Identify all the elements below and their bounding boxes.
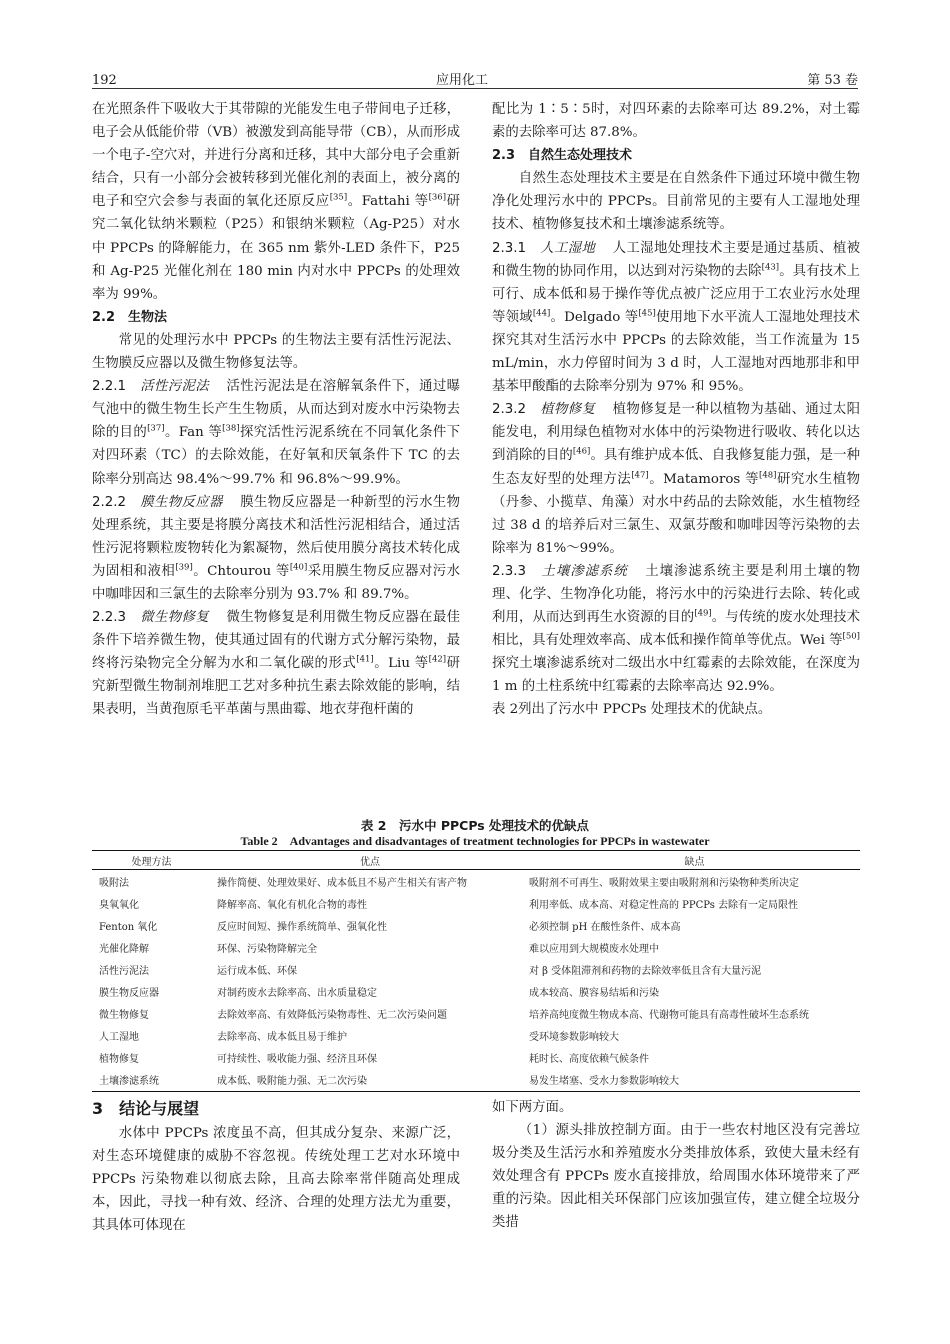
table-row xyxy=(92,892,860,914)
subsection-number: 2.2.2 xyxy=(92,494,127,510)
table-cell: 活性污泥法 xyxy=(99,965,149,977)
subsection-title: 活性污泥法 xyxy=(140,379,210,395)
table-cell: 吸附剂不可再生、吸附效果主要由吸附剂和污染物种类所决定 xyxy=(529,877,799,889)
column-header: 优点 xyxy=(211,851,529,870)
subsection-2-2-1: 2.2.1 活性污泥法 活性污泥法是在溶解氧条件下，通过曝气池中的微生物生长产生生物质，从而达到对废水中污染物去除的目的[37]。Fan 等[38]探究活性污泥系统在不同氧化条件下对四环素（TC）的去除效能，在好氧和厌氧条件下 TC 的去除率分别高达 98.4%～99.7% 和 96.8%～99.9%。 xyxy=(92,379,461,487)
citation[interactable]: [41] xyxy=(356,654,374,665)
journal-name: 应用化工 xyxy=(436,73,489,88)
citation[interactable]: [50] xyxy=(842,631,860,642)
subsection-number: 2.3.3 xyxy=(492,563,527,579)
citation[interactable]: [44] xyxy=(532,308,551,319)
table-cell: 降解率高、氧化有机化合物的毒性 xyxy=(217,899,367,911)
paragraph-continued: 如下两方面。 xyxy=(492,1100,573,1115)
table-cell: 对 β 受体阻滞剂和药物的去除效率低且含有大量污泥 xyxy=(529,965,762,977)
subsection-title: 植物修复 xyxy=(540,402,596,418)
subsection-2-3-2: 2.3.2 植物修复 植物修复是一种以植物为基础、通过太阳能发电，利用绿色植物对水体中的污染物进行吸收、转化以达到消除的目的[46]。具有维护成本低、自我修复能力强，是一种生态友好型的处理方法[47]。Matamoros 等[48]研究水生植物（丹参、小揽草、角藻）对水中药品的去除效能，水生植物经过 38 d 的培养后对三氯生、双氯芬酸和咖啡因等污染物的去除率为 81%～99%。 xyxy=(492,402,861,556)
table-cell: 培养高纯度微生物成本高、代谢物可能具有高毒性破坏生态系统 xyxy=(529,1010,809,1022)
subsection-title: 人工湿地 xyxy=(540,240,596,256)
page-number: 192 xyxy=(92,73,117,88)
table-cell: 耗时长、高度依赖气候条件 xyxy=(529,1054,649,1066)
column-header: 处理方法 xyxy=(92,851,211,870)
citation[interactable]: [38] xyxy=(222,423,240,434)
table-cell: Fenton 氧化 xyxy=(99,921,158,933)
table-cell: 环保、污染物降解完全 xyxy=(217,943,317,955)
subsection-2-2-2: 2.2.2 膜生物反应器 膜生物反应器是一种新型的污水生物处理系统，其主要是将膜分离技术和活性污泥相结合，通过活性污泥将颗粒废物转化为絮凝物，然后使用膜分离技术转化成为固相和液相[39]。Chtourou 等[40]采用膜生物反应器对污水中咖啡因和三氯生的去除率分别为 93.7% 和 89.7%。 xyxy=(92,494,461,602)
citation[interactable]: [36] xyxy=(428,192,447,203)
citation[interactable]: [40] xyxy=(289,562,308,573)
table-cell: 微生物修复 xyxy=(99,1010,149,1022)
left-column-bottom xyxy=(92,1096,460,1237)
table-cell: 运行成本低、环保 xyxy=(217,965,297,977)
table-caption-en: Table 2 Advantages and disadvantages of treatment technologies for PPCPs in wastewater xyxy=(240,834,710,848)
subsection-number: 2.2.3 xyxy=(92,610,127,626)
table-cell: 受环境参数影响较大 xyxy=(529,1032,619,1044)
table-cell: 操作简便、处理效果好、成本低且不易产生相关有害产物 xyxy=(217,877,467,889)
table-row xyxy=(92,1069,860,1092)
subsection-number: 2.3.2 xyxy=(492,402,527,418)
table-cell: 吸附法 xyxy=(99,877,129,889)
subsection-2-3-3: 2.3.3 土壤渗滤系统 土壤渗滤系统主要是利用土壤的物理、化学、生物净化功能，将污水中的污染进行去除、转化或利用，从而达到再生水资源的目的[49]。与传统的废水处理技术相比，具有处理效率高、成本低和操作简单等优点。Wei 等[50]探究土壤渗滤系统对二级出水中红霉素的去除效能，在深度为 1 m 的土柱系统中红霉素的去除率高达 92.9%。 xyxy=(492,563,861,695)
paragraph: 水体中 PPCPs 浓度虽不高，但其成分复杂、来源广泛，对生态环境健康的威胁不容忽视。传统处理工艺对水环境中 PPCPs 污染物难以彻底去除，且高去除率常伴随高处理成本，因此，寻找一种有效、经济、合理的处理方法尤为重要，其具体可体现在 xyxy=(92,1126,460,1234)
table-cell: 臭氧氧化 xyxy=(99,899,139,911)
advantages-table xyxy=(92,850,860,1092)
citation[interactable]: [39] xyxy=(175,562,193,573)
volume-label: 第 53 卷 xyxy=(807,73,858,88)
citation[interactable]: [35] xyxy=(329,192,348,203)
right-column-bottom xyxy=(492,1096,860,1235)
table-cell: 人工湿地 xyxy=(99,1032,139,1044)
citation[interactable]: [37] xyxy=(147,423,165,434)
citation[interactable]: [47] xyxy=(631,470,649,481)
table-row xyxy=(92,936,860,958)
table-cell: 利用率低、成本高、对稳定性高的 PPCPs 去除有一定局限性 xyxy=(529,899,799,911)
table-row xyxy=(92,914,860,936)
citation[interactable]: [42] xyxy=(428,654,447,665)
table-row xyxy=(92,1025,860,1047)
table-cell: 对制药废水去除率高、出水质量稳定 xyxy=(217,988,377,1000)
table-row xyxy=(92,1003,860,1025)
table-cell: 去除效率高、有效降低污染物毒性、无二次污染问题 xyxy=(217,1010,447,1022)
subsection-title: 土壤渗滤系统 xyxy=(541,563,628,579)
subsection-number: 2.2.1 xyxy=(92,379,127,395)
citation[interactable]: [49] xyxy=(694,608,712,619)
left-column xyxy=(92,98,460,722)
citation[interactable]: [46] xyxy=(572,446,591,457)
table-cell: 反应时间短、操作系统简单、强氧化性 xyxy=(217,921,387,933)
table-cell: 必须控制 pH 在酸性条件、成本高 xyxy=(529,921,681,933)
table-cell: 光催化降解 xyxy=(99,943,149,955)
subsection-title: 膜生物反应器 xyxy=(140,494,223,510)
paragraph: （1）源头排放控制方面。由于一些农村地区没有完善垃圾分类及生活污水和养殖废水分类排放体系，致使大量未经有效处理含有 PPCPs 废水直接排放，给周围水体环境带来了严重的污染。因此相关环保部门应该加强宣传，建立健全垃圾分类措 xyxy=(492,1123,860,1231)
citation[interactable]: [45] xyxy=(638,308,656,319)
paragraph: 常见的处理污水中 PPCPs 的生物法主要有活性污泥法、生物膜反应器以及微生物修复法等。 xyxy=(92,332,460,372)
column-header: 缺点 xyxy=(529,851,860,870)
table-row xyxy=(92,958,860,980)
table-cell: 可持续性、吸收能力强、经济且环保 xyxy=(217,1054,377,1066)
section-heading-2-3: 2.3 自然生态处理技术 xyxy=(492,148,633,164)
citation[interactable]: [48] xyxy=(759,470,777,481)
paragraph-continued: 在光照条件下吸收大于其带隙的光能发生电子带间电子迁移，电子会从低能价带（VB）被激发到高能导带（CB），从而形成一个电子-空穴对，并进行分离和迁移，其中大部分电子会重新结合，只有一小部分会被转移到光催化剂的表面上，被分离的电子和空穴会参与表面的氧化还原反应[35]。Fattahi 等[36]研究二氧化钛纳米颗粒（P25）和银纳米颗粒（Ag-P25）对水中 PPCPs 的降解能力，在 365 nm 紫外-LED 条件下，P25 和 Ag-P25 光催化剂在 180 min 内对水中 PPCPs 的处理效率为 99%。 xyxy=(92,102,460,302)
table-cell: 植物修复 xyxy=(99,1054,139,1066)
table-cell: 成本低、吸附能力强、无二次污染 xyxy=(211,1069,529,1092)
table-row xyxy=(92,870,860,893)
table-cell: 易发生堵塞、受水力参数影响较大 xyxy=(529,1069,860,1092)
table-cell: 土壤渗滤系统 xyxy=(92,1069,211,1092)
table-cell: 去除率高、成本低且易于维护 xyxy=(217,1032,347,1044)
paragraph: 自然生态处理技术主要是在自然条件下通过环境中微生物净化处理污水中的 PPCPs。目前常见的主要有人工湿地处理技术、植物修复技术和土壤渗滤系统等。 xyxy=(492,171,860,233)
table-caption-cn: 表 2 污水中 PPCPs 处理技术的优缺点 xyxy=(360,818,590,833)
table-cell: 难以应用到大规模废水处理中 xyxy=(529,943,659,955)
header-rule xyxy=(92,88,858,89)
subsection-title: 微生物修复 xyxy=(140,610,210,626)
subsection-2-2-3: 2.2.3 微生物修复 微生物修复是利用微生物反应器在最佳条件下培养微生物，使其通过固有的代谢方式分解污染物，最终将污染物完全分解为水和二氧化碳的形式[41]。Liu 等[42]研究新型微生物制剂堆肥工艺对多种抗生素去除效能的影响，结果表明，当黄孢原毛平革菌与黑曲霉、地衣芽孢杆菌的 xyxy=(92,610,461,718)
section-heading-3: 3 结论与展望 xyxy=(92,1099,200,1118)
table-row xyxy=(92,980,860,1002)
paragraph-continued: 配比为 1∶5∶5时，对四环素的去除率可达 89.2%，对土霉素的去除率可达 87.8%。 xyxy=(492,102,860,141)
table-cell: 膜生物反应器 xyxy=(99,988,159,1000)
section-heading-2-2: 2.2 生物法 xyxy=(92,309,168,325)
paragraph: 表 2列出了污水中 PPCPs 处理技术的优缺点。 xyxy=(492,702,772,718)
citation[interactable]: [43] xyxy=(761,262,780,273)
running-header xyxy=(92,62,858,88)
table-cell: 成本较高、膜容易结垢和污染 xyxy=(529,988,659,1000)
subsection-number: 2.3.1 xyxy=(492,240,527,256)
table-header-row xyxy=(92,851,860,870)
right-column xyxy=(492,98,860,722)
subsection-2-3-1: 2.3.1 人工湿地 人工湿地处理技术主要是通过基质、植被和微生物的协同作用，以达到对污染物的去除[43]。具有技术上可行、成本低和易于操作等优点被广泛应用于工农业污水处理等领域[44]。Delgado 等[45]使用地下水平流人工湿地处理技术探究其对生活污水中 PPCPs 的去除效能，当工作流量为 15 mL/min，水力停留时间为 3 d 时，人工湿地对西地那非和甲基苯甲酸酯的去除率分别为 97% 和 95%。 xyxy=(492,240,861,395)
table-row xyxy=(92,1047,860,1069)
